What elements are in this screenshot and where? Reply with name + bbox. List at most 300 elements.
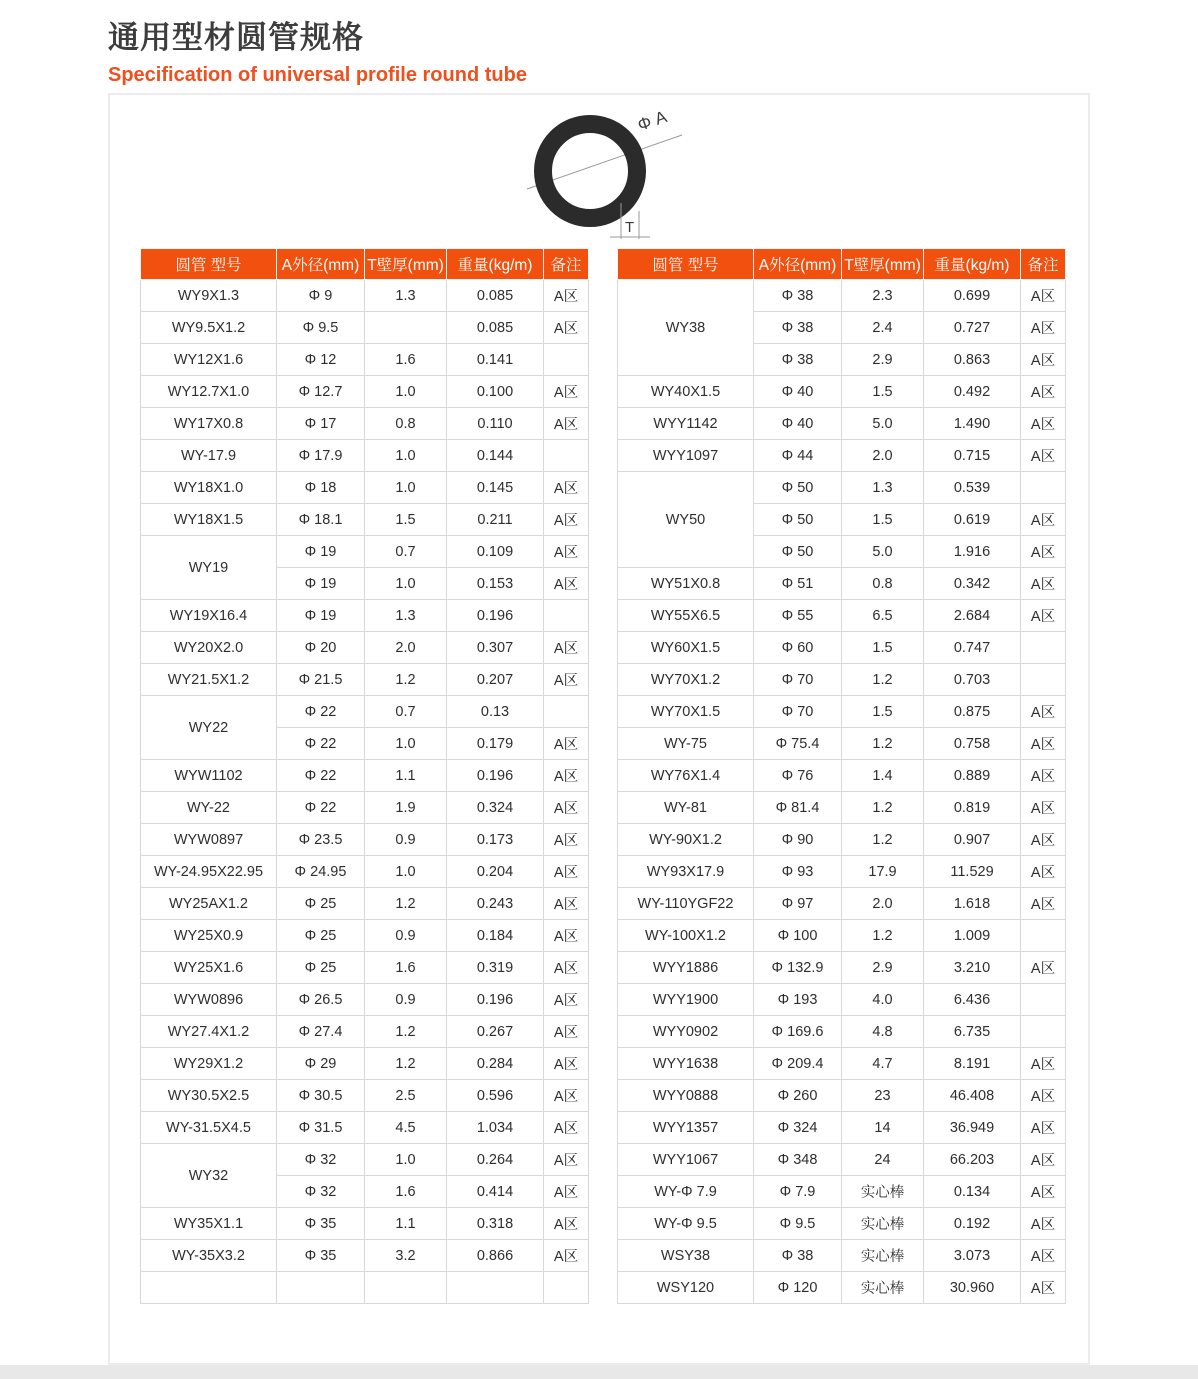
column-header: 圆管 型号: [141, 249, 277, 280]
weight-cell: 0.267: [447, 1016, 544, 1048]
model-cell: WY-31.5X4.5: [141, 1112, 277, 1144]
thickness-cell: 4.0: [842, 984, 924, 1016]
model-cell: WY-100X1.2: [618, 920, 754, 952]
note-cell: A区: [544, 728, 589, 760]
note-cell: A区: [1021, 696, 1066, 728]
model-cell: WY-Φ 7.9: [618, 1176, 754, 1208]
thickness-cell: 实心棒: [842, 1176, 924, 1208]
thickness-cell: 6.5: [842, 600, 924, 632]
thickness-cell: 1.5: [842, 504, 924, 536]
thickness-cell: 1.2: [365, 888, 447, 920]
note-cell: A区: [1021, 760, 1066, 792]
weight-cell: 0.819: [924, 792, 1021, 824]
model-cell: WY22: [141, 696, 277, 760]
model-cell: WY25X0.9: [141, 920, 277, 952]
table-row: [618, 632, 1066, 664]
weight-cell: 1.490: [924, 408, 1021, 440]
model-cell: WY21.5X1.2: [141, 664, 277, 696]
weight-cell: 2.684: [924, 600, 1021, 632]
weight-cell: 0.243: [447, 888, 544, 920]
weight-cell: 0.141: [447, 344, 544, 376]
weight-cell: 0.196: [447, 760, 544, 792]
weight-cell: 0.699: [924, 280, 1021, 312]
table-row: [141, 408, 589, 440]
table-row: [618, 856, 1066, 888]
weight-cell: 46.408: [924, 1080, 1021, 1112]
model-cell: WYY1638: [618, 1048, 754, 1080]
weight-cell: 0.153: [447, 568, 544, 600]
note-cell: A区: [544, 1112, 589, 1144]
thickness-cell: 0.8: [842, 568, 924, 600]
thickness-cell: 4.8: [842, 1016, 924, 1048]
weight-cell: 0.596: [447, 1080, 544, 1112]
table-row: [618, 1272, 1066, 1304]
table-row: [141, 792, 589, 824]
thickness-cell: 1.0: [365, 728, 447, 760]
column-header: 备注: [544, 249, 589, 280]
note-cell: A区: [1021, 376, 1066, 408]
thickness-cell: 2.0: [842, 888, 924, 920]
note-cell: A区: [1021, 1240, 1066, 1272]
weight-cell: 0.318: [447, 1208, 544, 1240]
diameter-cell: Φ 22: [277, 728, 365, 760]
model-cell: WY51X0.8: [618, 568, 754, 600]
thickness-cell: 1.6: [365, 952, 447, 984]
diameter-cell: Φ 23.5: [277, 824, 365, 856]
note-cell: A区: [1021, 408, 1066, 440]
note-cell: A区: [544, 984, 589, 1016]
column-header: 备注: [1021, 249, 1066, 280]
model-cell: WY70X1.5: [618, 696, 754, 728]
table-row: [618, 1144, 1066, 1176]
thickness-cell: 2.4: [842, 312, 924, 344]
note-cell: [1021, 984, 1066, 1016]
thickness-cell: 1.9: [365, 792, 447, 824]
diameter-cell: Φ 76: [754, 760, 842, 792]
weight-cell: 0.758: [924, 728, 1021, 760]
note-cell: A区: [544, 856, 589, 888]
diameter-cell: Φ 35: [277, 1240, 365, 1272]
table-row: [141, 696, 589, 728]
thickness-cell: 0.7: [365, 696, 447, 728]
diameter-cell: Φ 348: [754, 1144, 842, 1176]
diameter-cell: Φ 26.5: [277, 984, 365, 1016]
weight-cell: 0.085: [447, 280, 544, 312]
diameter-cell: [277, 1272, 365, 1304]
thickness-cell: 1.4: [842, 760, 924, 792]
diameter-cell: Φ 32: [277, 1176, 365, 1208]
table-row: [141, 600, 589, 632]
thickness-cell: 4.5: [365, 1112, 447, 1144]
thickness-label: T: [625, 219, 635, 236]
table-row: [141, 376, 589, 408]
diameter-cell: Φ 29: [277, 1048, 365, 1080]
weight-cell: 0.085: [447, 312, 544, 344]
note-cell: A区: [1021, 440, 1066, 472]
weight-cell: 0.207: [447, 664, 544, 696]
weight-cell: 0.173: [447, 824, 544, 856]
thickness-cell: 3.2: [365, 1240, 447, 1272]
model-cell: WYY1097: [618, 440, 754, 472]
diameter-cell: Φ 17.9: [277, 440, 365, 472]
note-cell: A区: [1021, 792, 1066, 824]
thickness-cell: 1.2: [842, 728, 924, 760]
note-cell: [1021, 632, 1066, 664]
table-row: [618, 792, 1066, 824]
table-row: [141, 472, 589, 504]
weight-cell: 0.145: [447, 472, 544, 504]
diameter-cell: Φ 60: [754, 632, 842, 664]
header-row: [141, 249, 589, 280]
model-cell: WY-35X3.2: [141, 1240, 277, 1272]
note-cell: [544, 600, 589, 632]
diameter-cell: Φ 120: [754, 1272, 842, 1304]
diameter-cell: Φ 97: [754, 888, 842, 920]
note-cell: A区: [1021, 280, 1066, 312]
weight-cell: 30.960: [924, 1272, 1021, 1304]
note-cell: A区: [1021, 568, 1066, 600]
column-header: 重量(kg/m): [447, 249, 544, 280]
thickness-cell: 1.5: [842, 696, 924, 728]
thickness-cell: 1.0: [365, 440, 447, 472]
weight-cell: 1.009: [924, 920, 1021, 952]
weight-cell: 0.13: [447, 696, 544, 728]
thickness-cell: 实心棒: [842, 1240, 924, 1272]
diameter-cell: Φ 9: [277, 280, 365, 312]
model-cell: WY27.4X1.2: [141, 1016, 277, 1048]
table-row: [618, 1112, 1066, 1144]
diameter-cell: Φ 260: [754, 1080, 842, 1112]
table-row: [618, 888, 1066, 920]
diameter-cell: Φ 12: [277, 344, 365, 376]
weight-cell: 1.618: [924, 888, 1021, 920]
table-row: [618, 1048, 1066, 1080]
note-cell: A区: [1021, 1112, 1066, 1144]
weight-cell: 0.907: [924, 824, 1021, 856]
diameter-cell: Φ 22: [277, 696, 365, 728]
note-cell: A区: [1021, 344, 1066, 376]
weight-cell: 0.703: [924, 664, 1021, 696]
note-cell: A区: [544, 408, 589, 440]
model-cell: WYY1886: [618, 952, 754, 984]
weight-cell: 0.109: [447, 536, 544, 568]
thickness-cell: 实心棒: [842, 1272, 924, 1304]
model-cell: WY55X6.5: [618, 600, 754, 632]
diameter-cell: Φ 22: [277, 760, 365, 792]
model-cell: WY76X1.4: [618, 760, 754, 792]
diameter-cell: Φ 50: [754, 504, 842, 536]
bottom-strip: [0, 1365, 1198, 1379]
table-row: [618, 824, 1066, 856]
weight-cell: 0.619: [924, 504, 1021, 536]
model-cell: WY70X1.2: [618, 664, 754, 696]
table-row: [618, 696, 1066, 728]
note-cell: [544, 696, 589, 728]
thickness-cell: 2.9: [842, 344, 924, 376]
thickness-cell: 1.3: [842, 472, 924, 504]
note-cell: A区: [544, 472, 589, 504]
weight-cell: 0.264: [447, 1144, 544, 1176]
weight-cell: 11.529: [924, 856, 1021, 888]
thickness-cell: 1.6: [365, 344, 447, 376]
note-cell: A区: [1021, 1080, 1066, 1112]
thickness-cell: 0.9: [365, 824, 447, 856]
table-row: [141, 1080, 589, 1112]
spec-card: [108, 93, 1090, 1365]
thickness-cell: 0.9: [365, 920, 447, 952]
note-cell: A区: [544, 1016, 589, 1048]
table-row: [141, 440, 589, 472]
note-cell: A区: [544, 280, 589, 312]
weight-cell: 0.204: [447, 856, 544, 888]
table-row: [141, 1272, 589, 1304]
table-row: [141, 504, 589, 536]
note-cell: A区: [1021, 1208, 1066, 1240]
diameter-cell: Φ 19: [277, 568, 365, 600]
note-cell: [1021, 1016, 1066, 1048]
model-cell: WY30.5X2.5: [141, 1080, 277, 1112]
diameter-cell: Φ 324: [754, 1112, 842, 1144]
diameter-cell: Φ 70: [754, 664, 842, 696]
diameter-label: Φ A: [635, 107, 670, 135]
model-cell: WY60X1.5: [618, 632, 754, 664]
diameter-cell: Φ 75.4: [754, 728, 842, 760]
table-row: [141, 824, 589, 856]
thickness-cell: 1.3: [365, 280, 447, 312]
weight-cell: 0.715: [924, 440, 1021, 472]
note-cell: [1021, 920, 1066, 952]
note-cell: A区: [544, 1144, 589, 1176]
diameter-cell: Φ 9.5: [754, 1208, 842, 1240]
note-cell: A区: [544, 1176, 589, 1208]
thickness-cell: 1.5: [842, 376, 924, 408]
table-row: [618, 760, 1066, 792]
weight-cell: 0.196: [447, 984, 544, 1016]
column-header: 重量(kg/m): [924, 249, 1021, 280]
table-row: [618, 600, 1066, 632]
weight-cell: 0.866: [447, 1240, 544, 1272]
thickness-cell: 5.0: [842, 408, 924, 440]
thickness-cell: 4.7: [842, 1048, 924, 1080]
table-row: [618, 1208, 1066, 1240]
weight-cell: 0.184: [447, 920, 544, 952]
thickness-cell: 14: [842, 1112, 924, 1144]
column-header: T壁厚(mm): [842, 249, 924, 280]
diameter-cell: Φ 25: [277, 952, 365, 984]
thickness-cell: 2.5: [365, 1080, 447, 1112]
note-cell: A区: [1021, 600, 1066, 632]
diameter-cell: Φ 40: [754, 408, 842, 440]
spec-table-right: [617, 248, 1066, 1304]
diameter-cell: Φ 9.5: [277, 312, 365, 344]
model-cell: WY-17.9: [141, 440, 277, 472]
note-cell: [544, 344, 589, 376]
model-cell: WYY0888: [618, 1080, 754, 1112]
weight-cell: 0.192: [924, 1208, 1021, 1240]
note-cell: A区: [1021, 1176, 1066, 1208]
table-row: [141, 984, 589, 1016]
table-row: [141, 280, 589, 312]
note-cell: A区: [544, 1048, 589, 1080]
diameter-cell: Φ 18: [277, 472, 365, 504]
weight-cell: [447, 1272, 544, 1304]
note-cell: [1021, 664, 1066, 696]
note-cell: A区: [1021, 504, 1066, 536]
diameter-cell: Φ 193: [754, 984, 842, 1016]
thickness-cell: 1.5: [365, 504, 447, 536]
table-row: [141, 760, 589, 792]
diameter-cell: Φ 12.7: [277, 376, 365, 408]
note-cell: A区: [544, 792, 589, 824]
note-cell: A区: [544, 536, 589, 568]
note-cell: [544, 440, 589, 472]
table-row: [618, 440, 1066, 472]
thickness-cell: 0.9: [365, 984, 447, 1016]
note-cell: A区: [544, 632, 589, 664]
note-cell: A区: [1021, 536, 1066, 568]
model-cell: WY-Φ 9.5: [618, 1208, 754, 1240]
thickness-cell: 1.2: [842, 824, 924, 856]
weight-cell: 0.144: [447, 440, 544, 472]
model-cell: WY19: [141, 536, 277, 600]
column-header: A外径(mm): [277, 249, 365, 280]
model-cell: WYY1142: [618, 408, 754, 440]
weight-cell: 3.210: [924, 952, 1021, 984]
model-cell: WY25AX1.2: [141, 888, 277, 920]
thickness-cell: 24: [842, 1144, 924, 1176]
diameter-cell: Φ 30.5: [277, 1080, 365, 1112]
thickness-cell: 2.0: [842, 440, 924, 472]
thickness-cell: 0.7: [365, 536, 447, 568]
model-cell: WY17X0.8: [141, 408, 277, 440]
weight-cell: 0.319: [447, 952, 544, 984]
weight-cell: 1.916: [924, 536, 1021, 568]
table-row: [618, 664, 1066, 696]
weight-cell: 1.034: [447, 1112, 544, 1144]
model-cell: WY9X1.3: [141, 280, 277, 312]
thickness-cell: 2.9: [842, 952, 924, 984]
model-cell: WY35X1.1: [141, 1208, 277, 1240]
thickness-cell: 1.6: [365, 1176, 447, 1208]
page-header: [108, 12, 527, 87]
diameter-cell: Φ 31.5: [277, 1112, 365, 1144]
diameter-cell: Φ 38: [754, 1240, 842, 1272]
diameter-cell: Φ 132.9: [754, 952, 842, 984]
thickness-cell: 1.2: [842, 920, 924, 952]
diameter-cell: Φ 32: [277, 1144, 365, 1176]
model-cell: WYY1900: [618, 984, 754, 1016]
model-cell: WY-75: [618, 728, 754, 760]
note-cell: A区: [1021, 312, 1066, 344]
note-cell: A区: [544, 312, 589, 344]
weight-cell: 0.134: [924, 1176, 1021, 1208]
model-cell: WY-24.95X22.95: [141, 856, 277, 888]
table-row: [618, 728, 1066, 760]
table-row: [141, 1208, 589, 1240]
diameter-cell: Φ 93: [754, 856, 842, 888]
weight-cell: 0.284: [447, 1048, 544, 1080]
table-row: [618, 1176, 1066, 1208]
weight-cell: 0.414: [447, 1176, 544, 1208]
model-cell: WY18X1.5: [141, 504, 277, 536]
model-cell: WY29X1.2: [141, 1048, 277, 1080]
diameter-cell: Φ 81.4: [754, 792, 842, 824]
diameter-cell: Φ 27.4: [277, 1016, 365, 1048]
model-cell: WY-22: [141, 792, 277, 824]
weight-cell: 3.073: [924, 1240, 1021, 1272]
thickness-cell: [365, 1272, 447, 1304]
diameter-cell: Φ 100: [754, 920, 842, 952]
note-cell: A区: [1021, 888, 1066, 920]
weight-cell: 0.889: [924, 760, 1021, 792]
weight-cell: 0.110: [447, 408, 544, 440]
column-header: 圆管 型号: [618, 249, 754, 280]
diameter-cell: Φ 7.9: [754, 1176, 842, 1208]
thickness-cell: 1.2: [842, 792, 924, 824]
weight-cell: 0.342: [924, 568, 1021, 600]
page-subtitle: Specification of universal profile round tube: [108, 64, 527, 86]
model-cell: WSY120: [618, 1272, 754, 1304]
table-row: [618, 1240, 1066, 1272]
table-row: [141, 664, 589, 696]
diameter-cell: Φ 19: [277, 536, 365, 568]
table-row: [618, 1016, 1066, 1048]
weight-cell: 0.727: [924, 312, 1021, 344]
thickness-cell: 1.2: [365, 1048, 447, 1080]
diameter-cell: Φ 24.95: [277, 856, 365, 888]
thickness-cell: 1.5: [842, 632, 924, 664]
table-row: [141, 536, 589, 568]
model-cell: WYY0902: [618, 1016, 754, 1048]
diameter-cell: Φ 70: [754, 696, 842, 728]
table-row: [618, 376, 1066, 408]
thickness-cell: 0.8: [365, 408, 447, 440]
diameter-cell: Φ 209.4: [754, 1048, 842, 1080]
table-row: [141, 920, 589, 952]
model-cell: WY38: [618, 280, 754, 376]
thickness-cell: 2.0: [365, 632, 447, 664]
table-row: [141, 1048, 589, 1080]
diameter-cell: Φ 44: [754, 440, 842, 472]
note-cell: [544, 1272, 589, 1304]
note-cell: A区: [544, 504, 589, 536]
diameter-cell: Φ 51: [754, 568, 842, 600]
column-header: T壁厚(mm): [365, 249, 447, 280]
diameter-cell: Φ 35: [277, 1208, 365, 1240]
model-cell: WYY1357: [618, 1112, 754, 1144]
thickness-cell: 23: [842, 1080, 924, 1112]
note-cell: A区: [1021, 1272, 1066, 1304]
note-cell: A区: [544, 952, 589, 984]
table-row: [618, 952, 1066, 984]
note-cell: [1021, 472, 1066, 504]
model-cell: WY-110YGF22: [618, 888, 754, 920]
table-row: [141, 1112, 589, 1144]
thickness-cell: 1.2: [842, 664, 924, 696]
table-row: [618, 920, 1066, 952]
table-row: [618, 472, 1066, 504]
model-cell: WY19X16.4: [141, 600, 277, 632]
model-cell: WY12.7X1.0: [141, 376, 277, 408]
thickness-cell: 1.0: [365, 472, 447, 504]
model-cell: WYW0897: [141, 824, 277, 856]
note-cell: A区: [544, 1208, 589, 1240]
weight-cell: 36.949: [924, 1112, 1021, 1144]
diameter-cell: Φ 50: [754, 472, 842, 504]
weight-cell: 6.436: [924, 984, 1021, 1016]
model-cell: WSY38: [618, 1240, 754, 1272]
table-row: [618, 1080, 1066, 1112]
